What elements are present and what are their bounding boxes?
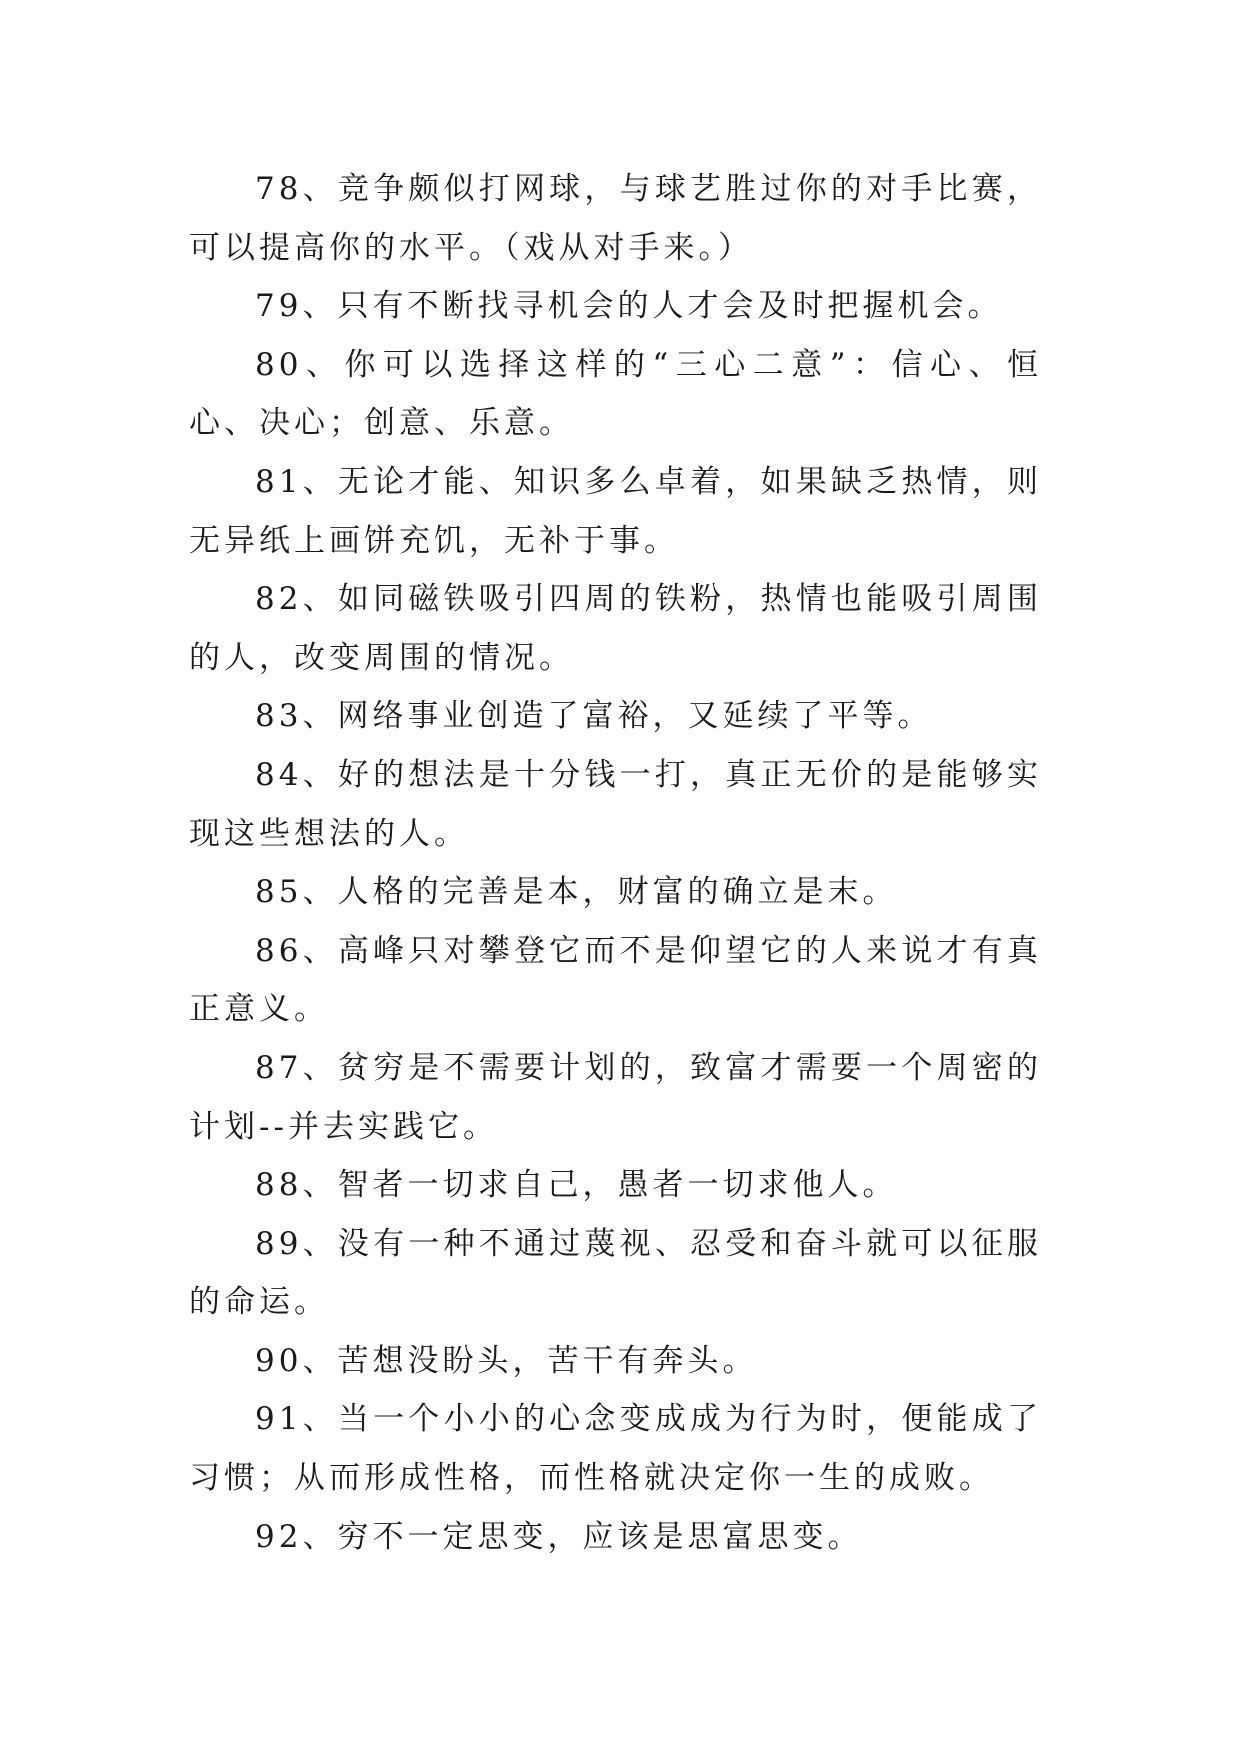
paragraph-78: 78、竞争颇似打网球，与球艺胜过你的对手比赛，可以提高你的水平。（戏从对手来。）	[189, 171, 1042, 266]
paragraph-86: 86、高峰只对攀登它而不是仰望它的人来说才有真正意义。	[189, 932, 1042, 1028]
paragraph-92: 92、穷不一定思变，应该是思富思变。	[255, 1518, 863, 1555]
paragraph-85: 85、人格的完善是本，财富的确立是末。	[255, 874, 898, 911]
paragraph-83: 83、网络事业创造了富裕，又延续了平等。	[255, 698, 933, 735]
paragraph-80: 80、你可以选择这样的“三心二意”：信心、恒心、决心；创意、乐意。	[189, 346, 1043, 442]
paragraph-89: 89、没有一种不通过蔑视、忍受和奋斗就可以征服的命运。	[189, 1225, 1042, 1321]
paragraph-90: 90、苦想没盼头，苦干有奔头。	[255, 1342, 758, 1379]
document-body	[189, 160, 1042, 1566]
paragraph-79: 79、只有不断找寻机会的人才会及时把握机会。	[255, 288, 1003, 325]
paragraph-84: 84、好的想法是十分钱一打，真正无价的是能够实现这些想法的人。	[189, 756, 1042, 852]
paragraph-81: 81、无论才能、知识多么卓着，如果缺乏热情，则无异纸上画饼充饥，无补于事。	[189, 463, 1042, 559]
paragraph-87: 87、贫穷是不需要计划的，致富才需要一个周密的计划--并去实践它。	[189, 1049, 1042, 1145]
paragraph-91: 91、当一个小小的心念变成成为行为时，便能成了习惯；从而形成性格，而性格就决定你一生的成败。	[189, 1401, 1042, 1497]
paragraph-88: 88、智者一切求自己，愚者一切求他人。	[255, 1167, 898, 1204]
paragraph-82: 82、如同磁铁吸引四周的铁粉，热情也能吸引周围的人，改变周围的情况。	[189, 581, 1042, 676]
